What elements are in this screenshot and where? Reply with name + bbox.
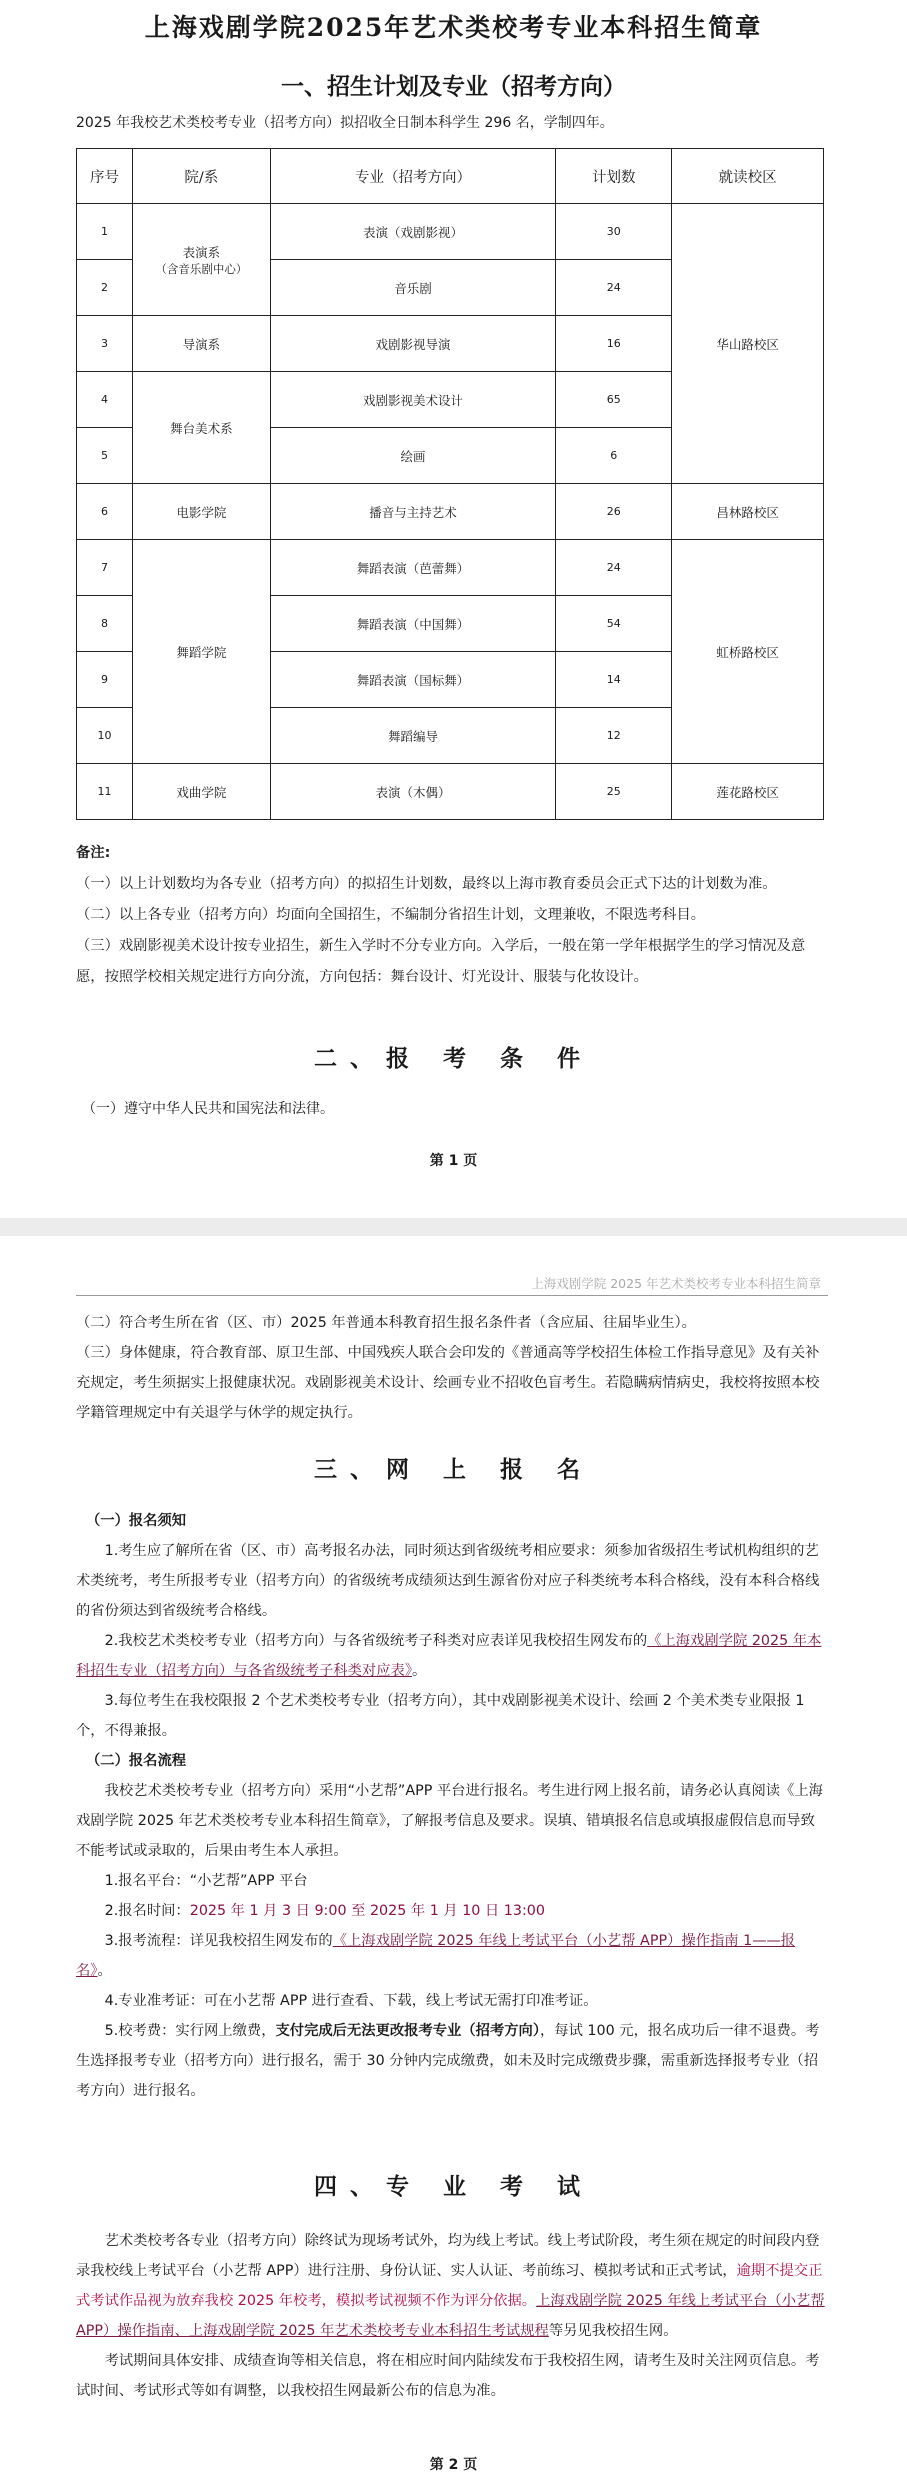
plan-cell: 12 (556, 708, 672, 764)
row-number: 4 (77, 372, 133, 428)
registration-notice-3: 3.每位考生在我校限报 2 个艺术类校考专业（招考方向），其中戏剧影视美术设计、绘画 2 个美术类专业限报 1 个，不得兼报。 (76, 1693, 805, 1739)
notes-title: 备注: (76, 845, 111, 861)
major-cell: 舞蹈编导 (270, 708, 556, 764)
plan-cell: 24 (556, 540, 672, 596)
link-separator: 、 (174, 2323, 189, 2339)
registration-time (76, 1896, 828, 1926)
major-cell: 戏剧影视导演 (270, 316, 556, 372)
registration-process-title: （二）报名流程 (86, 1753, 187, 1769)
registration-steps-text: 3.报考流程：详见我校招生网发布的 (104, 1933, 333, 1949)
header-department: 院/系 (132, 149, 270, 204)
row-number: 5 (77, 428, 133, 484)
page-number-2: 第 2 页 (429, 2457, 478, 2473)
exam-paragraph-1 (76, 2226, 828, 2346)
header-plan: 计划数 (556, 149, 672, 204)
header-divider (76, 1295, 828, 1296)
department-cell: 电影学院 (132, 484, 270, 540)
table-row (77, 540, 824, 596)
exam-platform-guide-link[interactable]: 上海戏剧学院 2025 年线上考试平台（小艺帮 APP）操作指南 (76, 2293, 825, 2339)
section-1-title: 一、招生计划及专业（招考方向） (281, 73, 626, 100)
exam-fee (76, 2016, 828, 2106)
row-number: 1 (77, 204, 133, 260)
plan-cell: 16 (556, 316, 672, 372)
department-cell: 舞台美术系 (132, 372, 270, 484)
row-number: 3 (77, 316, 133, 372)
major-cell: 绘画 (270, 428, 556, 484)
conditions-block (76, 1308, 828, 1428)
plan-cell: 30 (556, 204, 672, 260)
exam-rules-link[interactable]: 上海戏剧学院 2025 年艺术类校考专业本科招生考试规程 (188, 2323, 549, 2339)
document-page-2 (0, 1236, 907, 2479)
department-name: 表演系 (182, 244, 221, 260)
department-cell: 戏曲学院 (132, 764, 270, 820)
registration-notice-1: 1.考生应了解所在省（区、市）高考报名办法，同时须达到省级统考相应要求：须参加省级招生考试机构组织的艺术类统考，考生所报考专业（招考方向）的省级统考成绩须达到生源省份对应子科类统考本科合格线，没有本科合格线的省份须达到省级统考合格线。 (76, 1543, 820, 1619)
major-cell: 舞蹈表演（中国舞） (270, 596, 556, 652)
table-row (77, 484, 824, 540)
subject-mapping-link[interactable]: 《上海戏剧学院 2025 年本科招生专业（招考方向）与各省级统考子科类对应表》 (76, 1633, 822, 1679)
header-number: 序号 (77, 149, 133, 204)
major-cell: 音乐剧 (270, 260, 556, 316)
row-number: 6 (77, 484, 133, 540)
plan-cell: 54 (556, 596, 672, 652)
exam-fee-text: 5.校考费：实行网上缴费， (104, 2023, 276, 2039)
section-3-title: 三、网 上 报 名 (313, 1456, 594, 1483)
platform-guide-link[interactable]: 《上海戏剧学院 2025 年线上考试平台（小艺帮 APP）操作指南 1——报名》 (76, 1933, 796, 1979)
registration-steps (76, 1926, 828, 1986)
admission-ticket: 4.专业准考证：可在小艺帮 APP 进行查看、下载，线上考试无需打印准考证。 (104, 1993, 598, 2009)
campus-cell: 华山路校区 (672, 204, 824, 484)
document-page-1 (0, 0, 907, 1218)
campus-cell: 虹桥路校区 (672, 540, 824, 764)
plan-cell: 24 (556, 260, 672, 316)
notice-2-end: 。 (411, 1663, 427, 1679)
department-note: （含音乐剧中心） (155, 261, 248, 276)
section-4-title: 四、专 业 考 试 (313, 2173, 594, 2200)
table-header-row (77, 149, 824, 204)
enrollment-intro: 2025 年我校艺术类校考专业（招考方向）拟招收全日制本科学生 296 名，学制四年。 (76, 115, 614, 131)
exam-fee-warning: 支付完成后无法更改报考专业（招考方向） (275, 2023, 540, 2039)
registration-time-label: 2.报名时间： (104, 1903, 190, 1919)
plan-cell: 25 (556, 764, 672, 820)
row-number: 2 (77, 260, 133, 316)
note-item: （三）戏剧影视美术设计按专业招生，新生入学时不分专业方向。入学后，一般在第一学年根据学生的学习情况及意愿，按照学校相关规定进行方向分流，方向包括：舞台设计、灯光设计、服装与化妆设计。 (76, 938, 806, 985)
major-cell: 播音与主持艺术 (270, 484, 556, 540)
department-cell: 导演系 (132, 316, 270, 372)
header-campus: 就读校区 (672, 149, 824, 204)
exam-text-end: 等另见我校招生网。 (548, 2323, 678, 2339)
campus-cell: 莲花路校区 (672, 764, 824, 820)
table-row (77, 764, 824, 820)
plan-cell: 14 (556, 652, 672, 708)
document-title: 上海戏剧学院2025年艺术类校考专业本科招生简章 (144, 13, 763, 42)
running-header: 上海戏剧学院 2025 年艺术类校考专业本科招生简章 (531, 1276, 821, 1291)
row-number: 11 (77, 764, 133, 820)
registration-block (76, 1506, 828, 2106)
registration-notice-2 (76, 1626, 828, 1686)
enrollment-plan-table (76, 148, 824, 820)
plan-cell: 26 (556, 484, 672, 540)
note-item: （二）以上各专业（招考方向）均面向全国招生，不编制分省招生计划，文理兼收，不限选考科目。 (76, 907, 706, 923)
table-row (77, 204, 824, 260)
header-major: 专业（招考方向） (270, 149, 556, 204)
condition-2: （二）符合考生所在省（区、市）2025 年普通本科教育招生报名条件者（含应届、往届毕业生）。 (76, 1315, 696, 1331)
registration-notice-title: （一）报名须知 (86, 1513, 187, 1529)
registration-time-value: 2025 年 1 月 3 日 9:00 至 2025 年 1 月 10 日 13:00 (189, 1903, 545, 1919)
plan-cell: 6 (556, 428, 672, 484)
section-2-title: 二、报 考 条 件 (313, 1045, 594, 1072)
page-number-1: 第 1 页 (429, 1153, 478, 1169)
department-cell: 舞蹈学院 (132, 540, 270, 764)
row-number: 9 (77, 652, 133, 708)
major-cell: 表演（木偶） (270, 764, 556, 820)
row-number: 7 (77, 540, 133, 596)
exam-text: 艺术类校考各专业（招考方向）除终试为现场考试外，均为线上考试。线上考试阶段，考生须在规定的时间段内登录我校线上考试平台（小艺帮 APP）进行注册、身份认证、实人认证、考前练习、模拟考试和正式考试， (76, 2233, 820, 2279)
note-item: （一）以上计划数均为各专业（招考方向）的拟招生计划数，最终以上海市教育委员会正式下达的计划数为准。 (76, 876, 777, 892)
exam-paragraph-2: 考试期间具体安排、成绩查询等相关信息，将在相应时间内陆续发布于我校招生网，请考生及时关注网页信息。考试时间、考试形式等如有调整，以我校招生网最新公布的信息为准。 (76, 2353, 820, 2399)
major-cell: 戏剧影视美术设计 (270, 372, 556, 428)
row-number: 10 (77, 708, 133, 764)
registration-platform: 1.报名平台：“小艺帮”APP 平台 (104, 1873, 308, 1889)
notice-2-text: 2.我校艺术类校考专业（招考方向）与各省级统考子科类对应表详见我校招生网发布的 (104, 1633, 648, 1649)
registration-process-intro: 我校艺术类校考专业（招考方向）采用“小艺帮”APP 平台进行报名。考生进行网上报名前，请务必认真阅读《上海戏剧学院 2025 年艺术类校考专业本科招生简章》，了解报考信息及要求。误填、错填报名信息或填报虚假信息而导致不能考试或录取的，后果由考生本人承担。 (76, 1783, 823, 1859)
condition-1: （一）遵守中华人民共和国宪法和法律。 (82, 1101, 334, 1117)
condition-3: （三）身体健康，符合教育部、原卫生部、中国残疾人联合会印发的《普通高等学校招生体检工作指导意见》及有关补充规定，考生须据实上报健康状况。戏剧影视美术设计、绘画专业不招收色盲考生。若隐瞒病情病史，我校将按照本校学籍管理规定中有关退学与休学的规定执行。 (76, 1345, 820, 1421)
exam-fee-details: ，每试 100 元，报名成功后一律不退费。考生选择报考专业（招考方向）进行报名，需于 30 分钟内完成缴费，如未及时完成缴费步骤，需重新选择报考专业（招考方向）进行报名。 (76, 2023, 820, 2099)
major-cell: 舞蹈表演（芭蕾舞） (270, 540, 556, 596)
plan-cell: 65 (556, 372, 672, 428)
row-number: 8 (77, 596, 133, 652)
exam-block (76, 2226, 828, 2406)
registration-steps-end: 。 (97, 1963, 112, 1979)
major-cell: 舞蹈表演（国标舞） (270, 652, 556, 708)
exam-warning: 逾期不提交正式考试作品视为放弃我校 2025 年校考，模拟考试视频不作为评分依据。 (76, 2263, 823, 2309)
campus-cell: 昌林路校区 (672, 484, 824, 540)
notes-block (76, 838, 828, 993)
department-cell (132, 204, 270, 316)
major-cell: 表演（戏剧影视） (270, 204, 556, 260)
